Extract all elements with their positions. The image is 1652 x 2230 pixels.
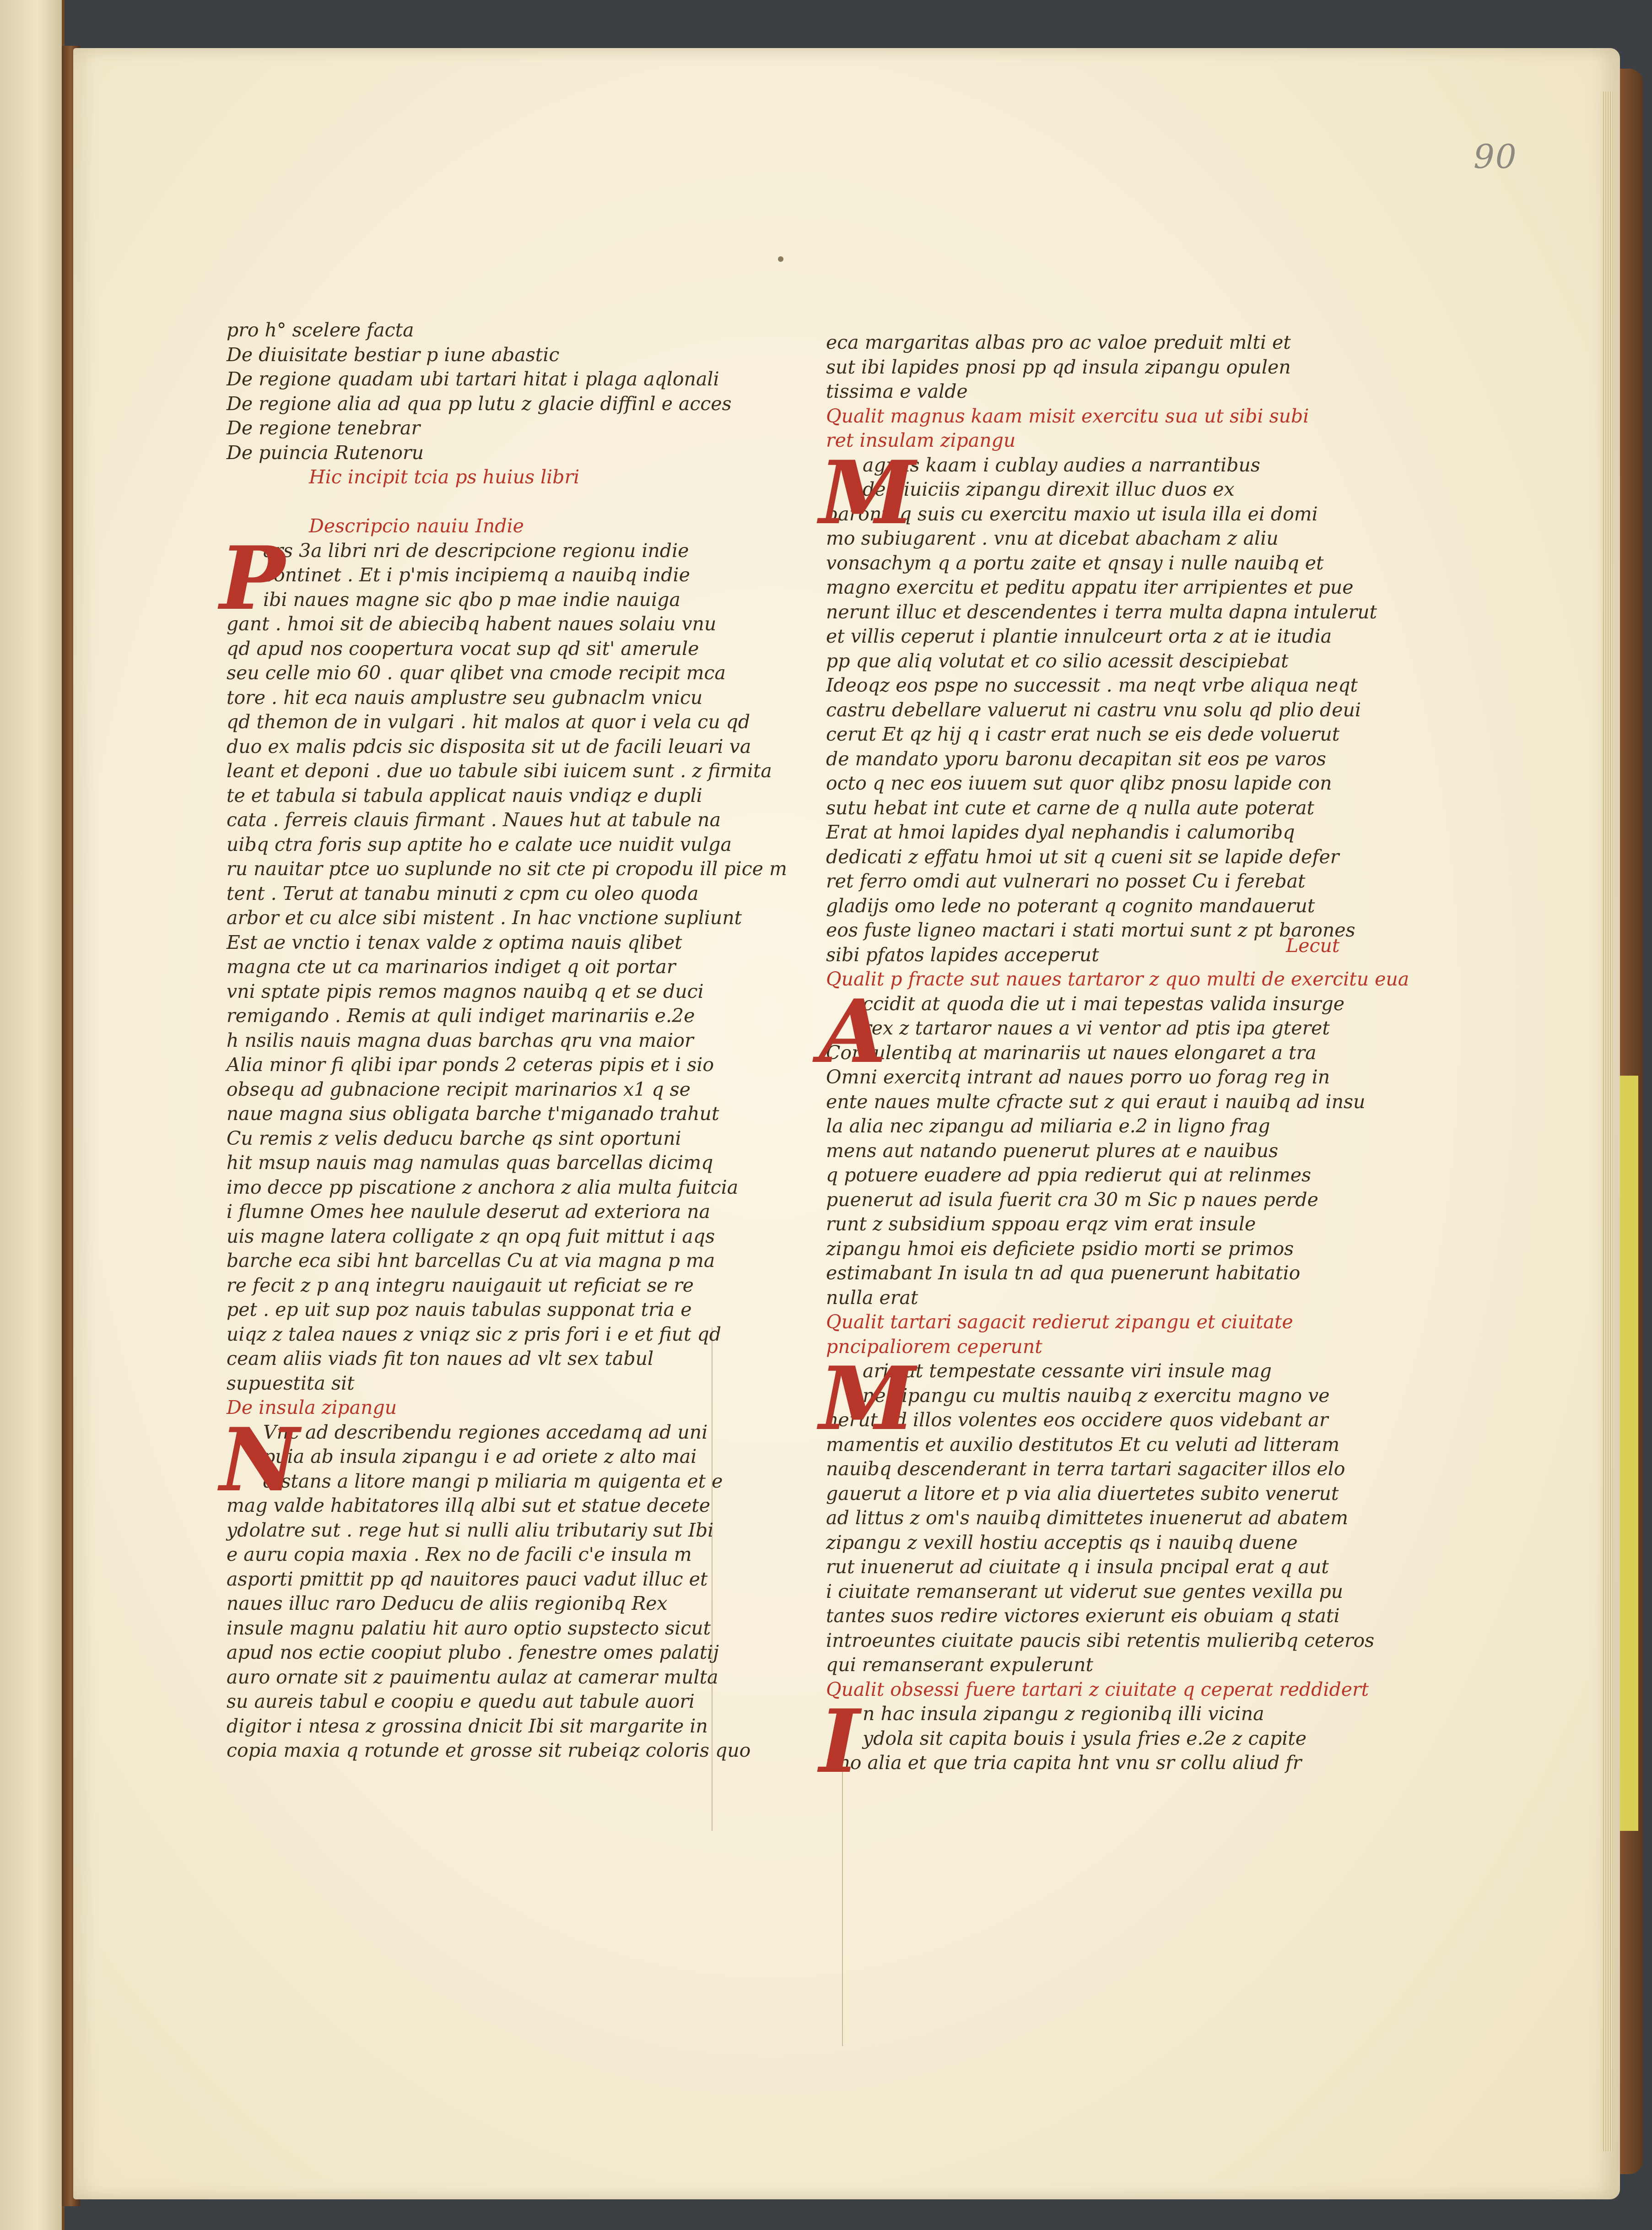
text-line: uis magne latera colligate z qn opq fuit mittut i aqs	[227, 1225, 715, 1247]
text-line: apud nos ectie coopiut plubo . fenestre omes palatij	[227, 1641, 719, 1663]
text-line: imo decce pp piscatione z anchora z alia multa fuitcia	[227, 1176, 739, 1198]
text-line: De puincia Rutenoru	[227, 441, 424, 464]
text-line: su aureis tabul e coopiu e quedu aut tabule auori	[227, 1690, 695, 1712]
text-line: vni sptate pipis remos magnos nauibq q et se duci	[227, 980, 704, 1002]
text-line: tent . Terut at tanabu minuti z cpm cu oleo quoda	[227, 882, 699, 904]
folio-number: 90	[1474, 137, 1517, 176]
paragraph	[220, 527, 787, 1396]
text-line: rut inuenerut ad ciuitate q i insula pncipal erat q aut	[826, 1556, 1329, 1578]
text-line: gauerut a litore et p via alia diuertetes subito venerut	[826, 1482, 1339, 1505]
text-line: puia ab insula zipangu i e ad oriete z alto mai	[263, 1445, 697, 1467]
text-line: agnus kaam i cublay audies a narrantibus	[863, 454, 1260, 476]
previous-page-edge	[0, 0, 65, 2230]
text-line: rex z tartaror naues a vi ventor ad ptis ipa gteret	[863, 1017, 1330, 1039]
text-line: aris at tempestate cessante viri insule mag	[863, 1360, 1272, 1382]
text-line: tissima e valde	[826, 380, 968, 402]
text-line: la alia nec zipangu ad miliaria e.2 in ligno frag	[826, 1115, 1270, 1137]
text-line: naues illuc raro Deducu de aliis regionibq Rex	[227, 1592, 668, 1614]
chapter-heading: pncipaliorem ceperunt	[826, 1335, 1042, 1358]
text-line: i ciuitate remanserant ut viderut sue gentes vexilla pu	[826, 1580, 1343, 1602]
text-line: nauibq descenderant in terra tartari sagaciter illos elo	[826, 1458, 1345, 1480]
paragraph	[819, 1348, 1375, 1678]
text-line: de diuiciis zipangu direxit illuc duos ex	[863, 478, 1235, 500]
text-line: qd themon de in vulgari . hit malos at quor i vela cu qd	[227, 711, 750, 733]
text-line: seu celle mio 60 . quar qlibet vna cmode recipit mca	[227, 662, 726, 684]
text-line: runt z subsidium sppoau erqz vim erat insule	[826, 1213, 1256, 1235]
text-line: Consulentibq at marinariis ut naues elongaret a tra	[826, 1041, 1317, 1064]
decorated-initial: A	[819, 980, 887, 1083]
text-line: remigando . Remis at quli indiget marinariis e.2e	[227, 1005, 695, 1027]
chapter-heading: Qualit magnus kaam misit exercitu sua ut sibi subi	[826, 405, 1309, 427]
marginal-rubric: Lecut	[1286, 935, 1340, 957]
text-line: i flumne Omes hee naulule deserut ad exteriora na	[227, 1201, 710, 1223]
text-line: gladijs omo lede no poterant q cognito mandauerut	[826, 894, 1315, 917]
text-line: eos fuste ligneo mactari i stati mortui sunt z pt barones	[826, 919, 1355, 941]
text-line: cata . ferreis clauis firmant . Naues hut at tabule na	[227, 809, 721, 831]
text-line: De diuisitate bestiar p iune abastic	[227, 343, 560, 366]
text-line: zipangu hmoi eis deficiete psidio morti se primos	[826, 1237, 1294, 1260]
text-line: mag valde habitatores illq albi sut et statue decete	[227, 1494, 710, 1516]
text-line: Vnc ad describendu regiones accedamq ad uni	[263, 1421, 708, 1443]
text-line: introeuntes ciuitate paucis sibi retentis mulieribq ceteros	[826, 1629, 1375, 1651]
text-line: continet . Et i p'mis incipiemq a nauibq indie	[263, 564, 690, 586]
text-line: mamentis et auxilio destitutos Et cu veluti ad litteram	[826, 1433, 1340, 1456]
text-line: ru nauitar ptce uo suplunde no sit cte pi cropodu ill pice m	[227, 858, 787, 880]
text-line: asporti pmittit pp qd nauitores pauci vadut illuc et	[227, 1568, 708, 1590]
text-line: uiqz z talea naues z vniqz sic z pris fori i e et fiut qd	[227, 1323, 721, 1345]
text-line: zipangu z vexill hostiu acceptis qs i nauibq duene	[826, 1531, 1298, 1553]
text-line: eca margaritas albas pro ac valoe preduit mlti et	[826, 331, 1291, 353]
text-line: sut ibi lapides pnosi pp qd insula zipangu opulen	[826, 356, 1291, 378]
text-line: ceam aliis viads fit ton naues ad vlt sex tabul	[227, 1348, 654, 1369]
text-line: uno alia et que tria capita hnt vnu sr collu aliud fr	[826, 1752, 1302, 1774]
text-line: Alia minor fi qlibi ipar ponds 2 ceteras pipis et i sio	[227, 1054, 714, 1076]
text-line: ret ferro omdi aut vulnerari no posset Cu i ferebat	[826, 870, 1306, 892]
text-line: cerut Et qz hij q i castr erat nuch se eis dede voluerut	[826, 723, 1340, 745]
decorated-initial: I	[819, 1690, 860, 1792]
text-line: nerunt illuc et descendentes i terra multa dapna intulerut	[826, 601, 1377, 623]
text-line: e auru copia maxia . Rex no de facili c'e insula m	[227, 1543, 692, 1565]
text-line: De regione alia ad qua pp lutu z glacie diffinl e acces	[227, 392, 732, 415]
left-column	[220, 318, 787, 1763]
text-line: n hac insula zipangu z regionibq illi vicina	[863, 1703, 1264, 1725]
text-line: ccidit at quoda die ut i mai tepestas valida insurge	[863, 992, 1345, 1015]
text-line: pp que aliq volutat et co silio acessit descipiebat	[826, 650, 1289, 672]
paragraph	[819, 1690, 1329, 1792]
text-line: ad littus z om's nauibq dimittetes inuenerut ad abatem	[826, 1507, 1349, 1529]
text-line: estimabant In isula tn ad qua puenerunt habitatio	[826, 1262, 1301, 1284]
text-line: Erat at hmoi lapides dyal nephandis i calumoribq	[826, 821, 1295, 843]
text-line: Est ae vnctio i tenax valde z optima nauis qlibet	[227, 931, 682, 953]
chapter-heading: De insula zipangu	[227, 1396, 397, 1418]
text-line: ente naues multe cfracte sut z qui eraut i nauibq ad insu	[826, 1090, 1366, 1113]
text-line: nulla erat	[826, 1286, 918, 1309]
text-line: naue magna sius obligata barche t'miganado trahut	[227, 1103, 719, 1125]
text-line: te et tabula si tabula applicat nauis vndiqz e dupli	[227, 784, 702, 806]
text-line: octo q nec eos iuuem sut quor qlibz pnosu lapide con	[826, 772, 1332, 794]
decorated-initial: P	[220, 527, 285, 629]
chapter-heading: Qualit tartari sagacit redierut zipangu et ciuitate	[826, 1311, 1293, 1333]
paragraph	[819, 441, 1377, 968]
text-line: qd apud nos coopertura vocat sup qd sit' amerule	[227, 637, 699, 660]
ruling-line-right	[842, 1762, 843, 2046]
text-line: nerut ad illos volentes eos occidere quos videbant ar	[826, 1409, 1328, 1431]
chapter-heading: ret insulam zipangu	[826, 429, 1016, 451]
text-line: Ideoqz eos pspe no successit . ma neqt vrbe aliqua neqt	[826, 674, 1358, 696]
text-line: magno exercitu et peditu appatu iter arripientes et pue	[826, 576, 1354, 598]
text-line: q potuere euadere ad ppia redierut qui at relinmes	[826, 1164, 1311, 1186]
text-line: Cu remis z velis deducu barche qs sint oportuni	[227, 1127, 681, 1149]
text-line: ne zipangu cu multis nauibq z exercitu magno ve	[863, 1384, 1330, 1407]
chapter-heading: Qualit obsessi fuere tartari z ciuitate q ceperat reddidert	[826, 1678, 1369, 1700]
text-line: distans a litore mangi p miliaria m quigenta et e	[263, 1470, 723, 1492]
text-line: mo subiugarent . vnu at dicebat abacham z aliu	[826, 527, 1279, 549]
decorated-initial: N	[220, 1408, 299, 1511]
text-line: ydolatre sut . rege hut si nulli aliu tributariy sut Ibi	[227, 1519, 714, 1541]
text-line: et villis ceperut i plantie innulceurt orta z at ie itudia	[826, 625, 1332, 647]
text-line: uibq ctra foris sup aptite ho e calate uce nuidit vulga	[227, 833, 732, 855]
text-line: dedicati z effatu hmoi ut sit q cueni sit se lapide defer	[826, 845, 1339, 868]
chapter-heading: Qualit p fracte sut naues tartaror z quo multi de exercitu eua	[826, 968, 1409, 990]
text-line: obsequ ad gubnacione recipit marinarios x1 q se	[227, 1078, 691, 1100]
text-line: sibi pfatos lapides acceperut	[826, 943, 1099, 966]
text-line: de mandato yporu baronu decapitan sit eos pe varos	[826, 747, 1326, 770]
chapter-heading: Descripcio nauiu Indie	[309, 515, 524, 537]
text-line: copia maxia q rotunde et grosse sit rubeiqz coloris quo	[227, 1739, 751, 1761]
text-line: duo ex malis pdcis sic disposita sit ut de facili leuari va	[227, 735, 751, 758]
decorated-initial: M	[819, 1348, 916, 1450]
text-line: leant et deponi . due uo tabule sibi iuicem sunt . z firmita	[227, 760, 772, 782]
paragraph	[819, 980, 1366, 1310]
text-line: castru debellare valuerut ni castru vnu solu qd plio deui	[826, 698, 1361, 721]
text-line: De regione tenebrar	[227, 417, 421, 439]
text-line: re fecit z p anq integru nauigauit ut reficiat se re	[227, 1274, 694, 1296]
text-line: auro ornate sit z pauimentu aulaz at camerar multa	[227, 1666, 718, 1688]
right-column	[819, 330, 1409, 1792]
text-line: vonsachym q a portu zaite et qnsay i nulle nauibq et	[826, 552, 1324, 574]
text-line: hit msup nauis mag namulas quas barcellas dicimq	[227, 1152, 713, 1174]
paragraph	[220, 1408, 751, 1763]
text-line: ydola sit capita bouis i ysula fries e.2e z capite	[863, 1727, 1306, 1749]
text-line: qui remanserant expulerunt	[826, 1654, 1093, 1676]
text-line: supuestita sit	[227, 1372, 355, 1394]
text-line: baronibq suis cu exercitu maxio ut isula illa ei domi	[826, 503, 1318, 525]
text-line: sutu hebat int cute et carne de q nulla aute poterat	[826, 796, 1315, 819]
text-line: tore . hit eca nauis amplustre seu gubnaclm vnicu	[227, 686, 703, 709]
text-line: arbor et cu alce sibi mistent . In hac vnctione supliunt	[227, 907, 742, 929]
ink-spot	[778, 256, 783, 262]
text-line: h nsilis nauis magna duas barchas qru vna maior	[227, 1029, 694, 1051]
text-line: gant . hmoi sit de abiecibq habent naues solaiu vnu	[227, 613, 717, 635]
text-line: puenerut ad isula fuerit cra 30 m Sic p naues perde	[826, 1188, 1318, 1211]
incipit-rubric: Hic incipit tcia ps huius libri	[309, 466, 580, 488]
text-line: magna cte ut ca marinarios indiget q oit portar	[227, 956, 676, 978]
text-line: ars 3a libri nri de descripcione regionu indie	[263, 539, 689, 562]
marginal-note	[1286, 934, 1355, 958]
text-line: mens aut natando puenerut plures at e nauibus	[826, 1139, 1279, 1162]
text-line: insule magnu palatiu hit auro optio supstecto sicut	[227, 1617, 711, 1639]
decorated-initial: M	[819, 441, 916, 544]
text-line: ibi naues magne sic qbo p mae indie nauiga	[263, 588, 680, 611]
text-line: digitor i ntesa z grossina dnicit Ibi sit margarite in	[227, 1715, 708, 1737]
text-line: barche eca sibi hnt barcellas Cu at via magna p ma	[227, 1250, 715, 1272]
text-line: De regione quadam ubi tartari hitat i plaga aqlonali	[227, 368, 719, 390]
text-line: pet . ep uit sup poz nauis tabulas supponat tria e	[227, 1299, 692, 1321]
paragraph	[826, 330, 1329, 404]
text-line: tantes suos redire victores exierunt eis obuiam q stati	[826, 1605, 1340, 1627]
text-line: pro h° scelere facta	[227, 319, 414, 341]
text-line: Omni exercitq intrant ad naues porro uo forag reg in	[826, 1066, 1330, 1088]
page-stack-edge	[1602, 92, 1613, 2151]
